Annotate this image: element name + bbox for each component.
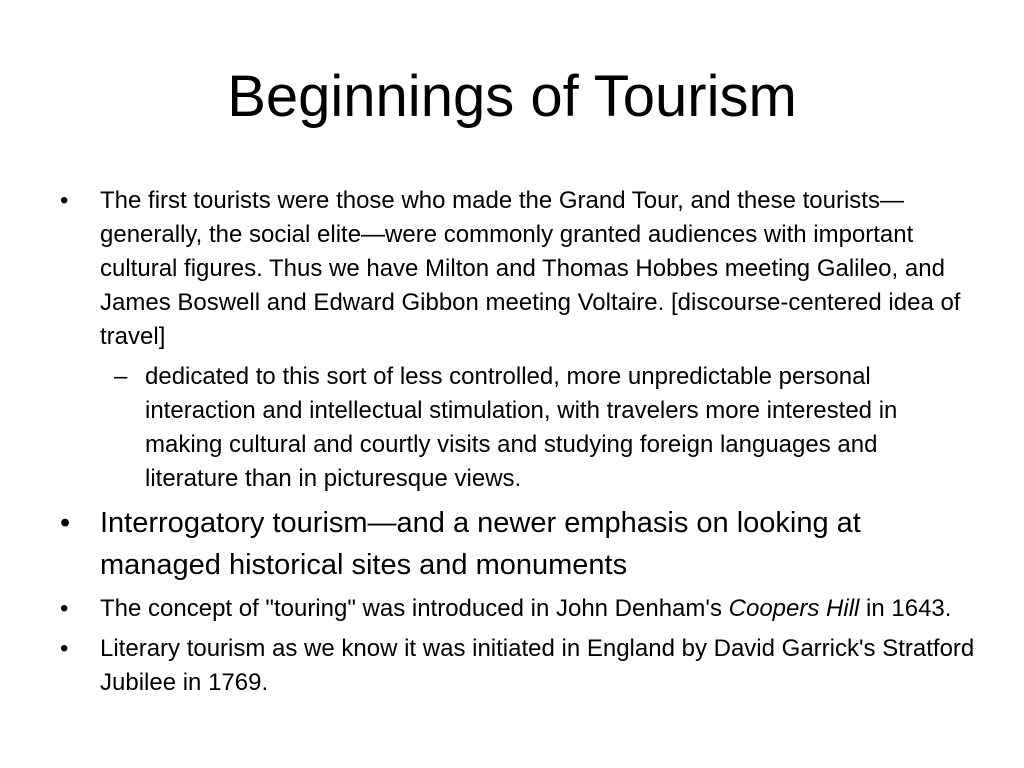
sub-bullet-interaction xyxy=(56,360,976,496)
bullet-marker: • xyxy=(60,507,71,539)
bullet-text: The first tourists were those who made the Grand Tour, and these tourists—generally, the social elite—were commonly granted audiences with important cultural figures. Thus we have Milton and Thomas Hobbes meeting Galileo, and James Boswell and Edward Gibbon meeting Voltaire. [discourse-centered idea of travel] xyxy=(100,187,961,350)
bullet-text: Literary tourism as we know it was initiated in England by David Garrick's Stratford Jubilee in 1769. xyxy=(100,635,975,696)
bullet-touring-concept xyxy=(56,592,976,626)
sub-bullet-marker: – xyxy=(114,363,128,390)
bullet-literary-tourism xyxy=(56,632,976,700)
bullet-text-after: in 1643. xyxy=(859,595,952,622)
bullet-marker: • xyxy=(60,187,69,214)
slide-title: Beginnings of Tourism xyxy=(227,64,797,129)
book-title: Coopers Hill xyxy=(728,595,860,622)
bullet-marker: • xyxy=(60,635,69,662)
sub-bullet-text: dedicated to this sort of less controlled, more unpredictable personal interaction and intellectual stimulation, with travelers more interested in making cultural and courtly visits and studying foreign languages and literature than in picturesque views. xyxy=(145,363,898,492)
bullet-text-before: The concept of "touring" was introduced in John Denham's xyxy=(100,595,729,622)
bullet-grand-tour xyxy=(56,184,976,354)
bullet-marker: • xyxy=(60,595,69,622)
bullet-interrogatory-tourism xyxy=(56,502,976,586)
bullet-text: Interrogatory tourism—and a newer emphasis on looking at managed historical sites and monuments xyxy=(100,507,861,581)
slide-body xyxy=(56,184,976,706)
